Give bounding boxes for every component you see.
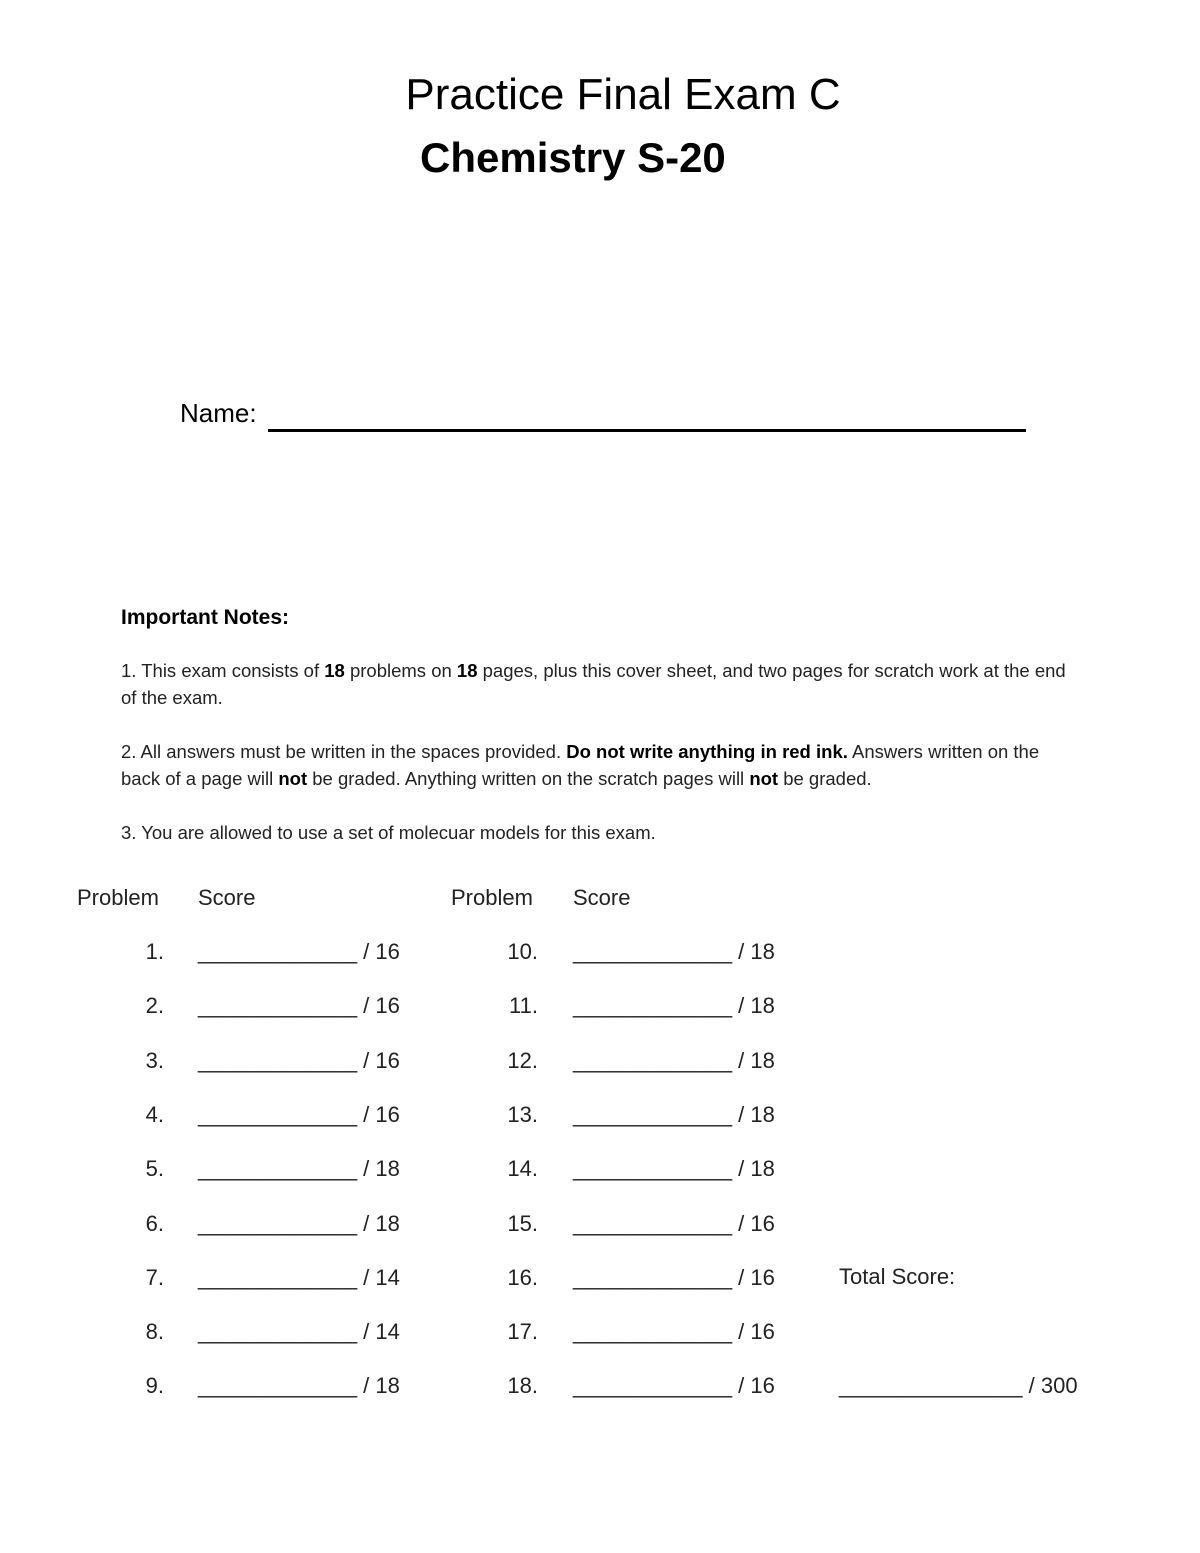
name-label: Name:	[180, 398, 257, 428]
column-header-problem-right: Problem	[451, 885, 533, 910]
score-field[interactable]: _____________ / 16	[198, 1048, 400, 1073]
course-title: Chemistry S-20	[420, 134, 726, 181]
column-header-problem-left: Problem	[77, 885, 159, 910]
problem-number: 5.	[145, 1156, 164, 1181]
note-3: 3. You are allowed to use a set of molecuar models for this exam.	[121, 822, 656, 843]
problem-number: 12.	[507, 1048, 538, 1073]
problem-number: 9.	[145, 1373, 164, 1398]
problem-number: 13.	[507, 1102, 538, 1127]
problem-number: 4.	[145, 1102, 164, 1127]
note-2: 2. All answers must be written in the spaces provided. Do not write anything in red ink. Answers written on the back of a page will not be graded. Anything written on the scratch pages will not be graded.	[121, 741, 1040, 789]
problem-number: 11.	[509, 993, 538, 1018]
score-field[interactable]: _____________ / 16	[198, 993, 400, 1018]
problem-number: 14.	[507, 1156, 538, 1181]
important-notes	[121, 604, 1081, 873]
notes-heading: Important Notes:	[121, 606, 289, 629]
score-field[interactable]: _____________ / 14	[198, 1265, 400, 1290]
score-field[interactable]: _____________ / 16	[573, 1319, 775, 1344]
score-field[interactable]: _____________ / 18	[198, 1156, 400, 1181]
problem-number: 17.	[507, 1319, 538, 1344]
column-header-score-right: Score	[573, 885, 631, 910]
problem-number: 1.	[145, 939, 164, 964]
total-score-label: Total Score:	[839, 1264, 956, 1289]
problem-number: 18.	[507, 1373, 538, 1398]
problem-number: 15.	[507, 1211, 538, 1236]
score-field[interactable]: _____________ / 18	[573, 1156, 775, 1181]
score-field[interactable]: _____________ / 16	[573, 1373, 775, 1398]
name-field-line[interactable]	[268, 429, 1026, 432]
problem-number: 2.	[145, 993, 164, 1018]
problem-number: 16.	[507, 1265, 538, 1290]
problem-number: 6.	[145, 1211, 164, 1236]
score-field[interactable]: _____________ / 18	[573, 1102, 775, 1127]
total-score-field[interactable]: _______________ / 300	[839, 1373, 1078, 1398]
problem-number: 10.	[507, 939, 538, 964]
score-field[interactable]: _____________ / 18	[573, 939, 775, 964]
problem-number: 7.	[145, 1265, 164, 1290]
score-field[interactable]: _____________ / 18	[573, 993, 775, 1018]
problem-number: 8.	[145, 1319, 164, 1344]
score-field[interactable]: _____________ / 16	[198, 1102, 400, 1127]
score-field[interactable]: _____________ / 16	[198, 939, 400, 964]
problem-number: 3.	[145, 1048, 164, 1073]
score-field[interactable]: _____________ / 18	[198, 1373, 400, 1398]
score-field[interactable]: _____________ / 18	[198, 1211, 400, 1236]
column-header-score-left: Score	[198, 885, 256, 910]
exam-title: Practice Final Exam C	[405, 70, 841, 119]
score-field[interactable]: _____________ / 18	[573, 1048, 775, 1073]
note-1: 1. This exam consists of 18 problems on 18 pages, plus this cover sheet, and two pages for scratch work at the end of the exam.	[121, 660, 1066, 708]
score-field[interactable]: _____________ / 16	[573, 1211, 775, 1236]
score-field[interactable]: _____________ / 14	[198, 1319, 400, 1344]
score-field[interactable]: _____________ / 16	[573, 1265, 775, 1290]
